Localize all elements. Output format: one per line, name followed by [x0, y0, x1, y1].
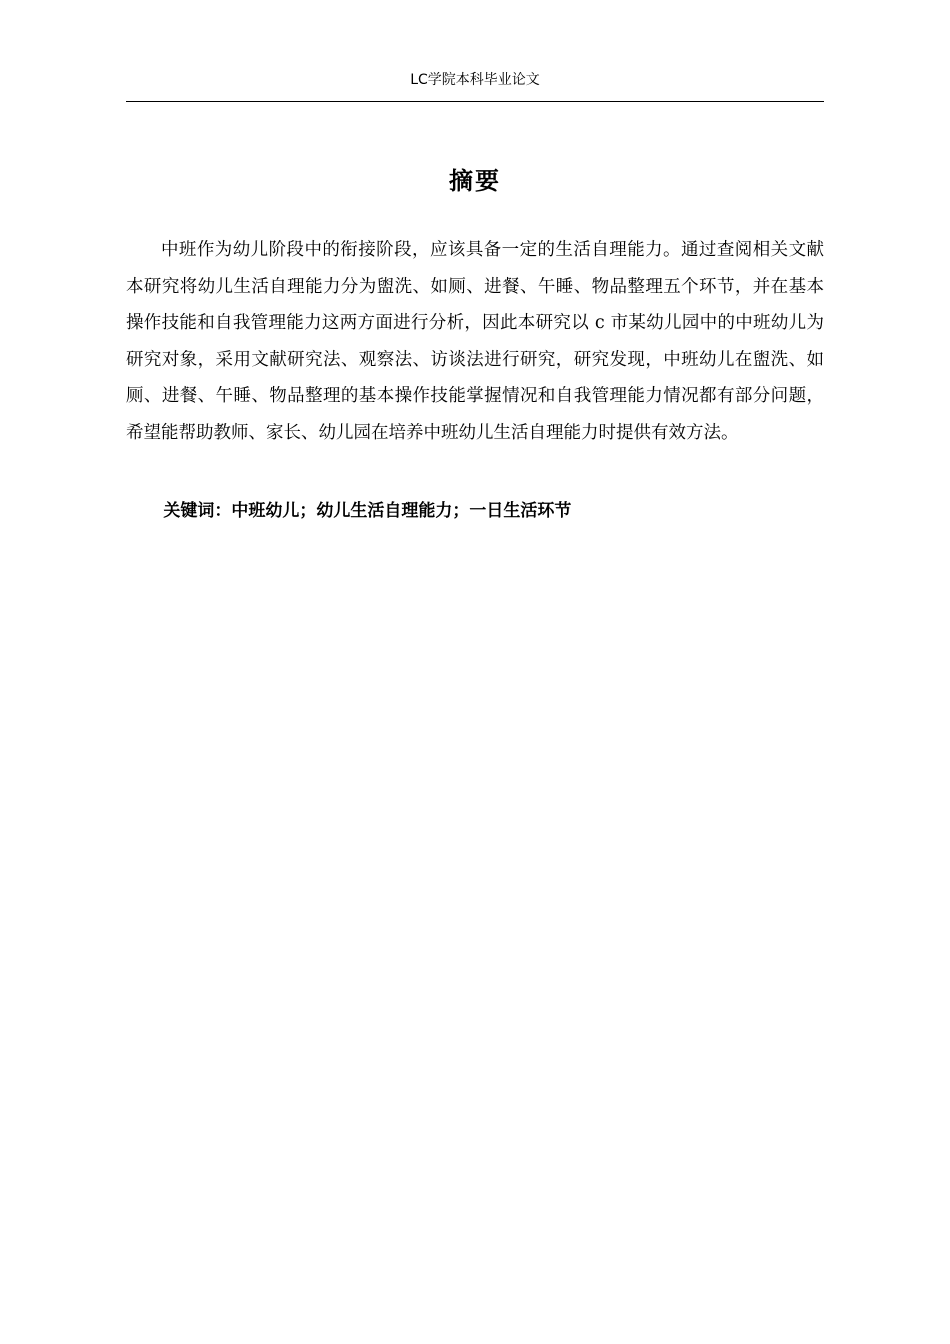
abstract-title: 摘要	[449, 167, 501, 195]
keywords-text: 中班幼儿；幼儿生活自理能力；一日生活环节	[231, 501, 572, 521]
running-header: LC学院本科毕业论文	[410, 72, 540, 88]
keywords-label: 关键词：	[163, 501, 232, 521]
keywords-line	[126, 494, 824, 528]
header-rule	[126, 101, 824, 102]
abstract-body: 中班作为幼儿阶段中的衔接阶段，应该具备一定的生活自理能力。通过查阅相关文献本研究将幼儿生活自理能力分为盥洗、如厕、进餐、午睡、物品整理五个环节，并在基本操作技能和自我管理能力这两方面进行分析，因此本研究以 c 市某幼儿园中的中班幼儿为研究对象，采用文献研究法、观察法、访谈法进行研究，研究发现，中班幼儿在盥洗、如厕、进餐、午睡、物品整理的基本操作技能掌握情况和自我管理能力情况都有部分问题，希望能帮助教师、家长、幼儿园在培养中班幼儿生活自理能力时提供有效方法。	[126, 240, 824, 443]
